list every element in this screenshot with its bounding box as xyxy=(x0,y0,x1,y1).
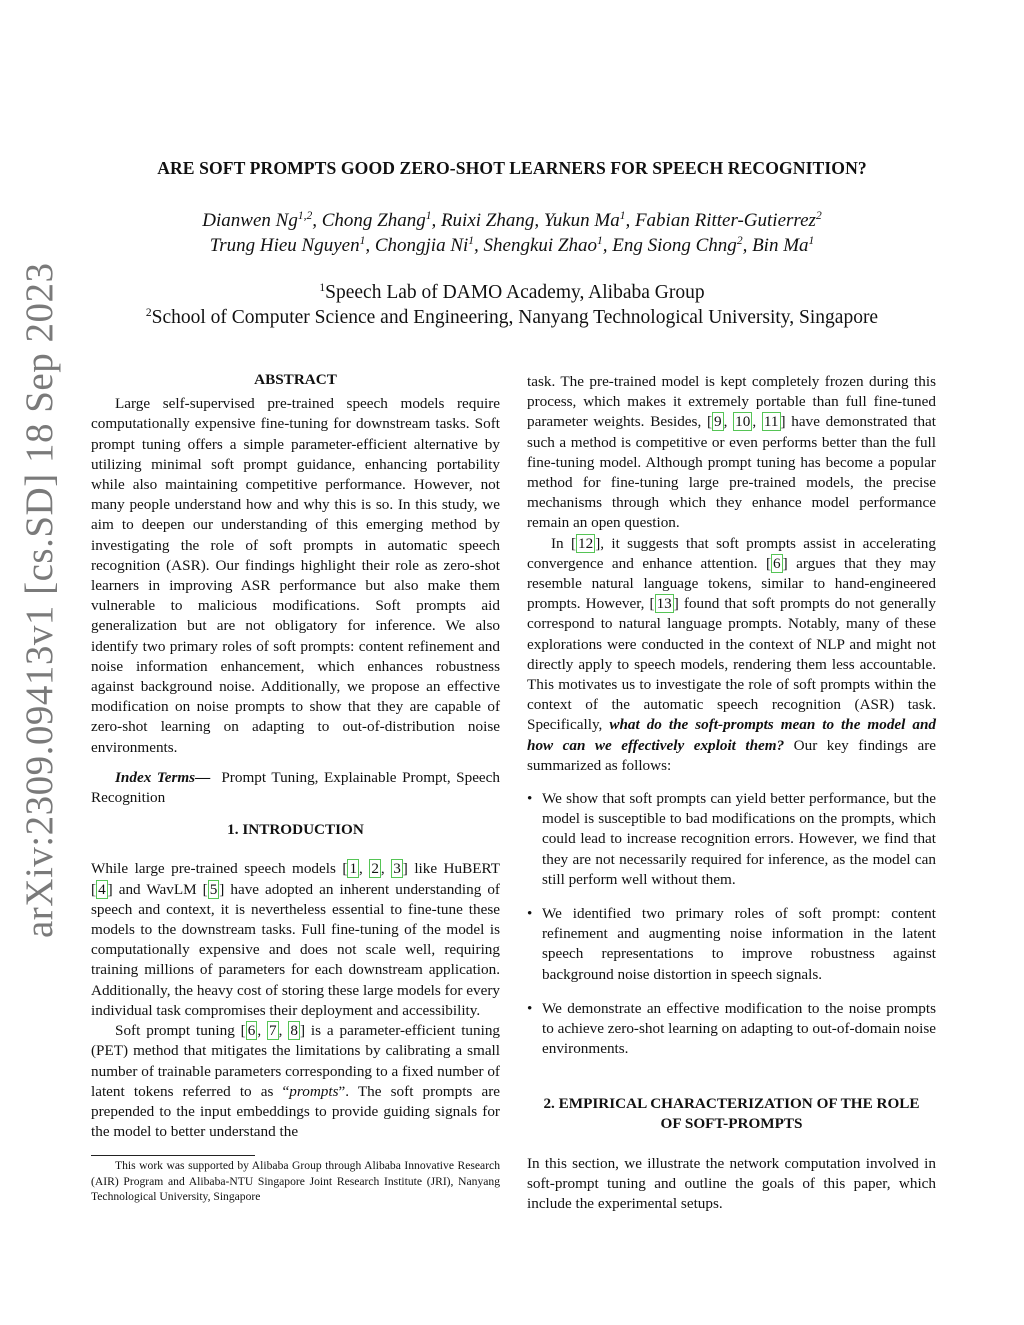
affiliation-1: $^1$Speech Lab of DAMO Academy, Alibaba Group xyxy=(319,282,705,303)
author-name: Trung Hieu Nguyen xyxy=(209,235,360,256)
author-name: Fabian Ritter-Gutierrez xyxy=(634,210,816,231)
footnote-rule xyxy=(91,1155,255,1156)
right-column xyxy=(527,372,936,1215)
author-affil-mark: 1 xyxy=(468,235,475,247)
author-name: Eng Siong Chng xyxy=(612,235,737,256)
citation-link[interactable]: 8 xyxy=(290,1022,298,1040)
author-name: Ruixi Zhang, Yukun Ma xyxy=(440,210,620,231)
footnote: This work was supported by Alibaba Group through Alibaba Innovative Research (AIR) Program and Alibaba-NTU Singapore Joint Research Institute (JRI), Nanyang Technological University, Singapore xyxy=(91,1159,500,1203)
citation-link[interactable]: 3 xyxy=(393,860,401,878)
author-line-2: Trung Hieu Nguyen$^1$, Chongjia Ni$^1$, Shengkui Zhao$^1$, Eng Siong Chng$^2$, Bin Ma$^1$ xyxy=(209,235,815,256)
section-2-text: In this section, we illustrate the network computation involved in soft-prompt tuning and outline the goals of this paper, which include the experimental setups. xyxy=(527,1154,936,1213)
section-2-heading: 2. EMPIRICAL CHARACTERIZATION OF THE ROLE OF SOFT-PROMPTS xyxy=(543,1094,920,1132)
citation-link[interactable]: 4 xyxy=(98,880,106,898)
author-affil-mark: 2 xyxy=(815,210,822,222)
author-name: Chongjia Ni xyxy=(374,235,469,256)
citation-link[interactable]: 11 xyxy=(763,413,779,431)
citation-link[interactable]: 2 xyxy=(371,860,379,878)
left-column xyxy=(91,370,500,1142)
bullet-mark: • xyxy=(527,905,533,923)
arxiv-stamp: arXiv:2309.09413v1 [cs.SD] 18 Sep 2023 xyxy=(18,262,61,938)
index-terms-text: Prompt Tuning, Explainable Prompt, Speech Recognition xyxy=(91,768,501,807)
citation-link[interactable]: 1 xyxy=(349,860,358,878)
research-question: what do the soft-prompts mean to the model and how can we effectively exploit them? xyxy=(527,716,937,754)
index-terms xyxy=(91,768,500,808)
index-terms-label: Index Terms— xyxy=(115,768,211,786)
author-name: Dianwen Ng xyxy=(202,210,298,231)
intro-paragraph-2: Soft prompt tuning [ 6 , 7 , 8 ] is a parameter-efficient tuning (PET) method that mitigates the limitations by calibrating a small number of trainable parameters corresponding to a fixed number of latent tokens referred to as “prompts”. The soft prompts are prepended to the input embeddings to provide guiding signals for the model to better understand the xyxy=(91,1022,501,1141)
citation-link[interactable]: 13 xyxy=(656,595,672,613)
author-name: Chong Zhang xyxy=(321,210,426,231)
affiliation-2: $^2$School of Computer Science and Engineering, Nanyang Technological University, Singapore xyxy=(145,307,879,328)
bullet-mark: • xyxy=(527,790,533,808)
citation-link[interactable]: 9 xyxy=(714,413,722,431)
list-item: • We identified two primary roles of soft prompt: content refinement and augmenting noise information in the latent speech representations to improve robustness against background noise distortion in speech signals. xyxy=(527,905,936,983)
author-name: Bin Ma xyxy=(752,235,809,256)
citation-link[interactable]: 5 xyxy=(209,880,218,898)
abstract-heading: ABSTRACT xyxy=(254,371,337,388)
author-affil-mark: 1 xyxy=(359,235,366,247)
author-affil-mark: 1 xyxy=(808,235,815,247)
author-list xyxy=(100,208,924,258)
bullet-mark: • xyxy=(527,999,533,1017)
citation-link[interactable]: 10 xyxy=(735,413,751,431)
author-affil-mark: 1 xyxy=(597,235,603,247)
contribution-list xyxy=(527,789,936,1059)
author-affil-mark: 1 xyxy=(425,210,432,222)
abstract-text: Large self-supervised pre-trained speech models require computationally expensive fine-tuning for downstream tasks. Soft prompt tuning offers a simple parameter-efficient alternative by utilizing minimal soft prompt guidance, enhancing portability while also maintaining competitive performance. However, not many people understand how and why this is so. In this study, we aim to deepen our understanding of this emerging method by investigating the role of soft prompts in automatic speech recognition (ASR). Our findings highlight their role as zero-shot learners in improving ASR performance but also make them vulnerable to malicious modifications. Soft prompts aid generalization but are not obligatory for inference. We also identify two primary roles of soft prompts: content refinement and noise information enhancement, which enhances robustness against background noise. Additionally, we propose an effective modification on noise prompts to show that they are capable of zero-shot learning on adapting to out-of-distribution noise environments. xyxy=(91,395,500,756)
citation-link[interactable]: 7 xyxy=(269,1022,277,1040)
intro-heading: 1. INTRODUCTION xyxy=(227,821,364,839)
intro-paragraph-1: While large pre-trained speech models [ 1 , 2 , 3 ] like HuBERT [ 4 ] and WavLM [ 5 ] have adopted an inherent understanding of speech and context, it is nevertheless essential to fine-tune these models to the downstream tasks. Full fine-tuning of the model is computationally expensive and does not scale well, requiring training millions of parameters for each downstream application. Additionally, the heavy cost of storing these large models for every individual task compromises their deployment and accessibility. xyxy=(91,860,501,1019)
author-affil-mark: 1,2 xyxy=(297,210,313,222)
citation-link[interactable]: 12 xyxy=(578,534,594,552)
author-name: Shengkui Zhao xyxy=(483,235,597,256)
affiliations xyxy=(100,280,924,330)
paper-title: ARE SOFT PROMPTS GOOD ZERO-SHOT LEARNERS FOR SPEECH RECOGNITION? xyxy=(157,158,867,178)
intro-paragraph-3: In [ 12 ], it suggests that soft prompts assist in accelerating convergence and enhance attention. [ 6 ] argues that they may resemble natural language tokens, similar to hand-engineered prompts. However, [ 13 ] found that soft prompts do not generally correspond to natural language prompts. Notably, many of these explorations were conducted in the context of NLP and might not directly apply to speech models, rendering them less accountable. This motivates us to investigate the role of soft prompts within the context of the automatic speech recognition (ASR) task. Specifically, what do the soft-prompts mean to the model and how can we effectively exploit them? Our key findings are summarized as follows: xyxy=(527,534,937,774)
citation-link[interactable]: 6 xyxy=(773,554,781,572)
author-affil-mark: 2 xyxy=(736,235,743,247)
author-line-1: Dianwen Ng$^{1,2}$, Chong Zhang$^1$, Ruixi Zhang, Yukun Ma$^1$, Fabian Ritter-Gutierrez$^2$ xyxy=(202,210,822,231)
intro-paragraph-2-continued: task. The pre-trained model is kept completely frozen during this process, which makes it extremely portable than full fine-tuned parameter weights. Besides, [ 9 , 10 , 11 ] have demonstrated that such a method is competitive or even performs better than the full fine-tuning model. Although prompt tuning has become a popular method for fine-tuning large pre-trained models, the precise mechanisms through which they enhance model performance remain an open question. xyxy=(527,373,936,532)
list-item: • We demonstrate an effective modification to the noise prompts to achieve zero-shot learning on adapting to out-of-domain noise environments. xyxy=(527,999,936,1058)
citation-link[interactable]: 6 xyxy=(247,1022,256,1040)
author-affil-mark: 1 xyxy=(619,210,626,222)
list-item: • We show that soft prompts can yield better performance, but the model is susceptible to bad modifications on the prompts, which could lead to increase recognition errors. However, we find that they are not necessarily required for inference, as the model can still perform well without them. xyxy=(527,790,936,888)
